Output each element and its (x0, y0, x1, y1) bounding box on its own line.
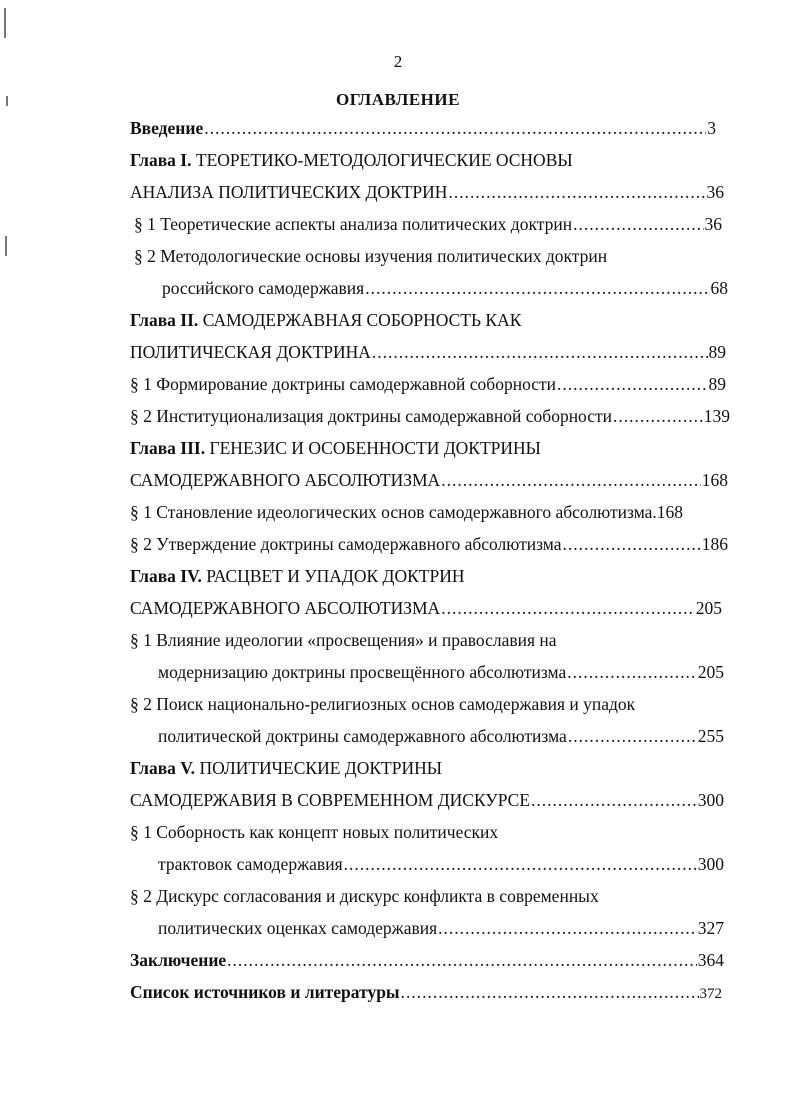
toc-entry-text: АНАЛИЗА ПОЛИТИЧЕСКИХ ДОКТРИН (130, 182, 448, 202)
leader-dots (204, 118, 706, 139)
toc-entry-page: 68 (710, 278, 728, 298)
toc-entry-heading: Глава II. (130, 310, 199, 330)
toc-entry (130, 310, 730, 338)
leader-dots (563, 534, 701, 555)
toc-entry-page: 36 (704, 214, 722, 234)
toc-entry-text: российского самодержавия (162, 278, 365, 298)
toc-entry (162, 278, 728, 306)
toc-entry-page: 364 (697, 950, 724, 970)
toc-entry-page: 300 (697, 790, 724, 810)
toc-entry (130, 182, 724, 210)
toc-entry (130, 438, 730, 466)
toc-entry-text: § 2 Утверждение доктрины самодержавного абсолютизма (130, 534, 562, 554)
leader-dots (365, 278, 709, 299)
toc-entry-text: трактовок самодержавия (158, 854, 343, 874)
toc-entry (158, 662, 724, 690)
toc-entry (130, 950, 724, 978)
toc-entry (130, 374, 726, 402)
leader-dots (401, 982, 699, 1003)
toc-entry (130, 886, 730, 914)
toc-entry-text: САМОДЕРЖАВНАЯ СОБОРНОСТЬ КАК (198, 310, 522, 330)
toc-entry (130, 694, 730, 722)
toc-entry-heading: Глава V. (130, 758, 196, 778)
toc-entry-heading: Заключение (130, 950, 227, 970)
toc-entry (134, 246, 734, 274)
leader-dots (227, 950, 697, 971)
toc-entry (130, 502, 734, 530)
toc-entry-text: § 2 Поиск национально-религиозных основ самодержавия и упадок (130, 694, 636, 714)
toc-entry (130, 534, 728, 562)
toc-entry-text: политических оценках самодержавия (158, 918, 438, 938)
toc-entry-page: 186 (701, 534, 728, 554)
page-title: ОГЛАВЛЕНИЕ (336, 90, 460, 109)
toc-entry-text: САМОДЕРЖАВИЯ В СОВРЕМЕННОМ ДИСКУРСЕ (130, 790, 531, 810)
toc-entry (130, 118, 716, 146)
toc-entry-page: 168 (701, 470, 728, 490)
toc-entry-text: ПОЛИТИЧЕСКАЯ ДОКТРИНА (130, 342, 371, 362)
leader-dots (573, 214, 703, 235)
toc-entry-heading: Глава III. (130, 438, 206, 458)
toc-entry-heading: Глава I. (130, 150, 192, 170)
toc-entry-page: 205 (695, 598, 722, 618)
toc-entry-page: 89 (708, 374, 726, 394)
toc-entry-text: ГЕНЕЗИС И ОСОБЕННОСТИ ДОКТРИНЫ (205, 438, 541, 458)
toc-entry (158, 854, 724, 882)
toc-entry-text: политической доктрины самодержавного абсолютизма (158, 726, 567, 746)
toc-entry (130, 470, 728, 498)
toc-entry-page: 168 (656, 502, 684, 522)
toc-entry-text: модернизацию доктрины просвещённого абсолютизма (158, 662, 567, 682)
toc-entry (130, 630, 730, 658)
leader-dots (567, 662, 696, 683)
toc-entry (130, 758, 730, 786)
toc-entry-page: 372 (699, 986, 722, 1002)
toc-entry-text: § 2 Институционализация доктрины самодержавной соборности (130, 406, 613, 426)
leader-dots (441, 470, 701, 491)
scan-margin-mark (4, 8, 6, 38)
toc-entry (130, 150, 730, 178)
toc-entry-text: САМОДЕРЖАВНОГО АБСОЛЮТИЗМА (130, 470, 441, 490)
toc-entry-page: 3 (707, 118, 716, 138)
leader-dots (372, 342, 708, 363)
leader-dots (448, 182, 705, 203)
toc-entry (130, 598, 722, 626)
toc-entry-heading: Список источников и литературы (130, 982, 400, 1002)
toc-entry-text: ТЕОРЕТИКО-МЕТОДОЛОГИЧЕСКИЕ ОСНОВЫ (191, 150, 573, 170)
toc-entry-page: 36 (706, 182, 724, 202)
toc-entry (130, 982, 722, 1010)
toc-entry-page: 139 (703, 406, 730, 426)
toc-entry-heading: Глава IV. (130, 566, 202, 586)
leader-dots (568, 726, 697, 747)
toc-entry (130, 822, 730, 850)
toc-entry-page: 205 (697, 662, 724, 682)
toc-entry (130, 406, 730, 434)
toc-entry-text: § 1 Формирование доктрины самодержавной соборности (130, 374, 557, 394)
toc-entry-text: ПОЛИТИЧЕСКИЕ ДОКТРИНЫ (195, 758, 442, 778)
leader-dots (613, 406, 703, 427)
toc-entry-text: РАСЦВЕТ И УПАДОК ДОКТРИН (201, 566, 465, 586)
toc-entry (130, 342, 726, 370)
toc-entry-page: 327 (697, 918, 724, 938)
toc-entry (130, 790, 724, 818)
toc-entry-page: 89 (708, 342, 726, 362)
scan-margin-mark (5, 236, 7, 256)
toc-entry-text: § 1 Влияние идеологии «просвещения» и православия на (130, 630, 557, 650)
toc-entry-text: § 1 Становление идеологических основ самодержавного абсолютизма. (130, 502, 657, 522)
toc-entry-text: § 2 Методологические основы изучения политических доктрин (134, 246, 608, 266)
leader-dots (557, 374, 707, 395)
leader-dots (531, 790, 697, 811)
toc-entry (134, 214, 722, 242)
toc-entry-page: 255 (697, 726, 724, 746)
toc-entry-page: 300 (697, 854, 724, 874)
toc-entry-text: § 1 Соборность как концепт новых политических (130, 822, 499, 842)
toc-entry-heading: Введение (130, 118, 204, 138)
toc-entry-text: САМОДЕРЖАВНОГО АБСОЛЮТИЗМА (130, 598, 441, 618)
toc-entry (158, 726, 724, 754)
leader-dots (441, 598, 695, 619)
toc-entry-text: § 1 Теоретические аспекты анализа политических доктрин (134, 214, 573, 234)
toc-entry (130, 566, 730, 594)
toc-entry-text: § 2 Дискурс согласования и дискурс конфликта в современных (130, 886, 599, 906)
leader-dots (438, 918, 697, 939)
leader-dots (344, 854, 697, 875)
toc-entry (158, 918, 724, 946)
page-number: 2 (393, 52, 403, 71)
